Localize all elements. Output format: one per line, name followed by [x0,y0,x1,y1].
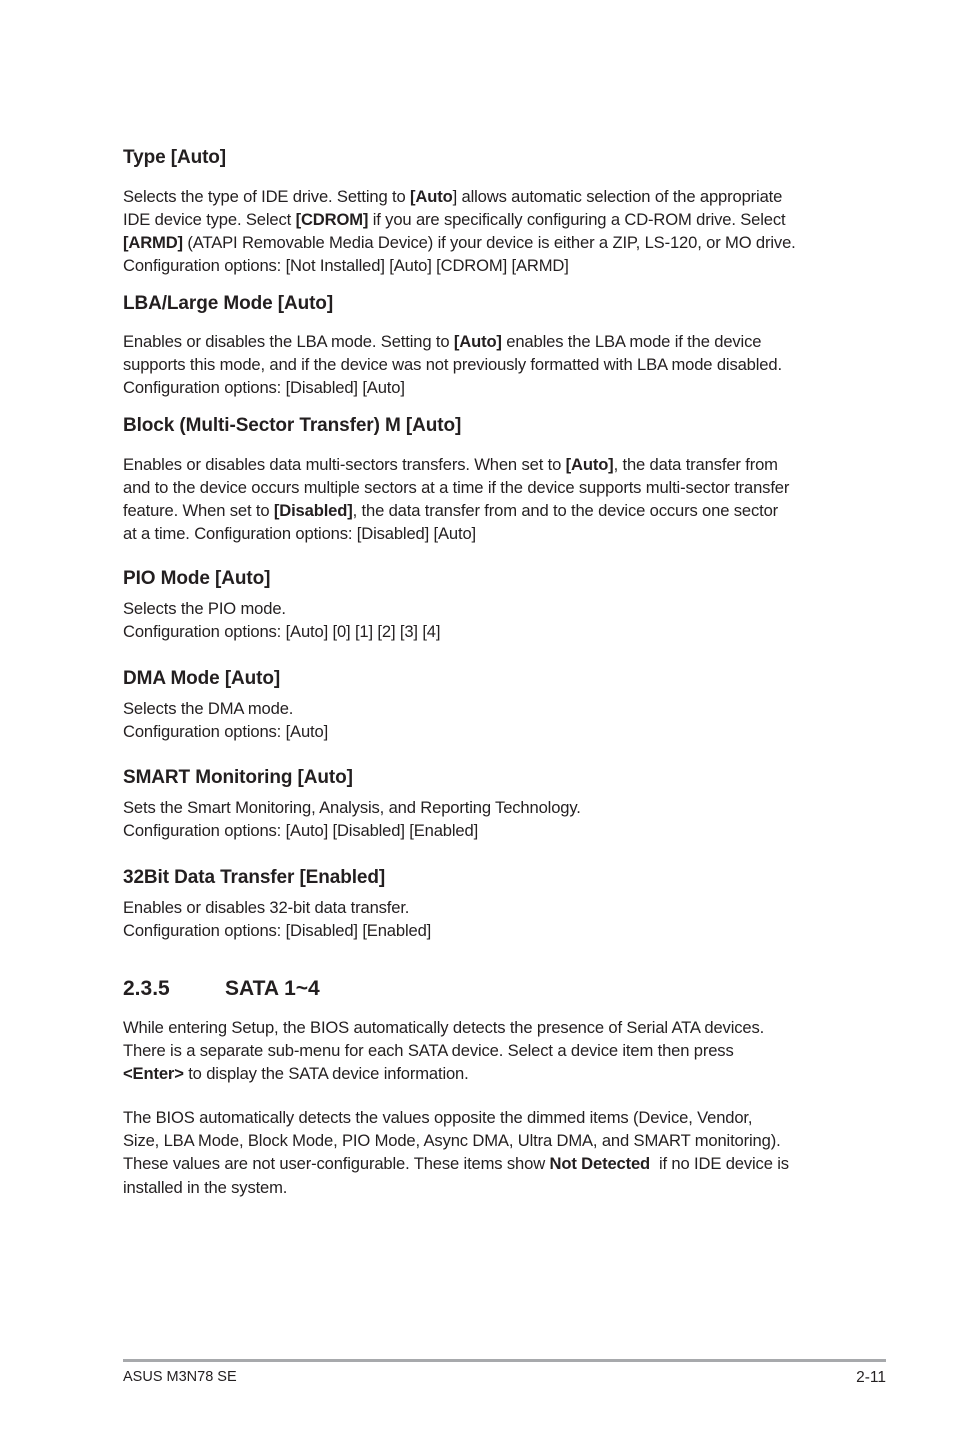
paragraph-type [123,185,848,277]
paragraph-32bit [123,896,848,942]
text: Sets the Smart Monitoring, Analysis, and Reporting Technology. [123,798,581,817]
bold-text: [Auto [410,187,453,206]
section-number: 2.3.5 [123,977,170,1000]
config-options: Configuration options: [Disabled] [Auto] [123,378,405,397]
heading-dma: DMA Mode [Auto] [123,668,281,689]
text: The BIOS automatically detects the values opposite the dimmed items (Device, Vendor, [123,1108,753,1127]
text: if no IDE device is [650,1154,789,1173]
section-title: SATA 1~4 [225,977,320,1000]
text: supports this mode, and if the device was not previously formatted with LBA mode disabled. [123,355,782,374]
paragraph-sata-2 [123,1106,848,1199]
section-heading-sata [123,976,320,1002]
text: IDE device type. Select [123,210,296,229]
text: to display the SATA device information. [183,1064,469,1083]
text: if you are specifically configuring a CD-ROM drive. Select [368,210,786,229]
text: While entering Setup, the BIOS automatically detects the presence of Serial ATA devices. [123,1018,765,1037]
paragraph-lba [123,330,848,399]
paragraph-smart [123,796,848,842]
bold-text: [Auto] [565,455,614,474]
text: Selects the PIO mode. [123,599,286,618]
config-options: Configuration options: [Auto] [0] [1] [2] [3] [4] [123,622,441,641]
text: feature. When set to [123,501,274,520]
text: Selects the DMA mode. [123,699,294,718]
text: (ATAPI Removable Media Device) if your device is either a ZIP, LS-120, or MO drive. [182,233,796,252]
config-options: Configuration options: [Disabled] [Enabled] [123,921,432,940]
text: Selects the type of IDE drive. Setting to [123,187,411,206]
bold-text: [Disabled] [273,501,353,520]
text: ] allows automatic selection of the appropriate [452,187,783,206]
text: There is a separate sub-menu for each SATA device. Select a device item then press [123,1041,734,1060]
heading-block: Block (Multi-Sector Transfer) M [Auto] [123,415,462,436]
text: and to the device occurs multiple sectors at a time if the device supports multi-sector transfer [123,478,790,497]
text: , the data transfer from [613,455,778,474]
text: , the data transfer from and to the device occurs one sector [352,501,779,520]
text: Enables or disables the LBA mode. Setting to [123,332,454,351]
config-options: Configuration options: [Not Installed] [Auto] [CDROM] [ARMD] [123,256,569,275]
footer-product-name: ASUS M3N78 SE [123,1369,237,1385]
config-options: Configuration options: [Auto] [123,722,329,741]
heading-pio: PIO Mode [Auto] [123,568,271,589]
bold-text: <Enter> [123,1064,184,1083]
text: installed in the system. [123,1178,288,1197]
heading-32bit: 32Bit Data Transfer [Enabled] [123,867,386,888]
config-options: at a time. Configuration options: [Disabled] [Auto] [123,524,477,543]
text: Size, LBA Mode, Block Mode, PIO Mode, Async DMA, Ultra DMA, and SMART monitoring). [123,1131,781,1150]
config-options: Configuration options: [Auto] [Disabled] [Enabled] [123,821,479,840]
page-number: 2-11 [856,1369,886,1386]
bold-text: [ARMD] [123,233,183,252]
bold-text: Not Detected [549,1154,651,1173]
text: Enables or disables data multi-sectors transfers. When set to [123,455,566,474]
text: These values are not user-configurable. These items show [123,1154,550,1173]
text: enables the LBA mode if the device [501,332,762,351]
heading-smart: SMART Monitoring [Auto] [123,767,353,788]
paragraph-dma [123,697,848,743]
heading-type: Type [Auto] [123,147,227,168]
text: Enables or disables 32-bit data transfer. [123,898,410,917]
paragraph-block [123,453,848,545]
heading-lba: LBA/Large Mode [Auto] [123,293,334,314]
bold-text: [CDROM] [295,210,369,229]
paragraph-sata-1 [123,1016,848,1085]
bold-text: [Auto] [453,332,502,351]
paragraph-pio [123,597,848,643]
footer-divider [123,1359,886,1362]
